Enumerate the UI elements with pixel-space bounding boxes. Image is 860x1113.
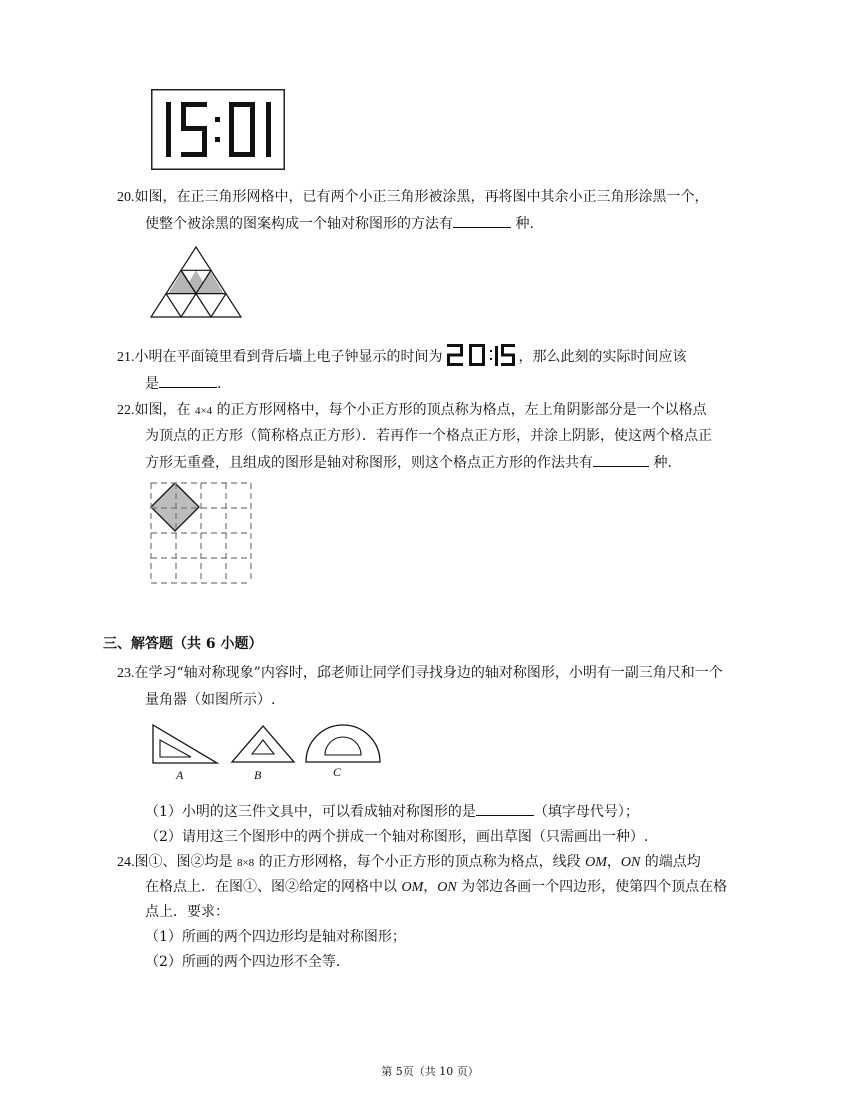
q24-text-1a: 图①、图②均是 <box>134 854 233 870</box>
q21-number: 21. <box>117 350 135 365</box>
q20-number: 20. <box>117 190 135 205</box>
q22-line-1 <box>117 400 707 421</box>
q24-line-3 <box>145 902 229 922</box>
q24-on-2: ON <box>437 880 457 895</box>
q21-text-2b: . <box>217 376 222 392</box>
q24-sub1-text: （1）所画的两个四边形均是轴对称图形； <box>145 929 406 945</box>
protractor-c-figure <box>303 722 383 766</box>
q21-text-2a: 是 <box>145 376 159 392</box>
q24-comma-2: ， <box>423 879 438 895</box>
q24-number: 24. <box>117 855 135 870</box>
q23-line-1 <box>117 663 723 684</box>
digital-clock-image <box>151 89 285 170</box>
q23-text-2: 量角器（如图所示）. <box>145 692 276 708</box>
q22-text-2: 为顶点的正方形（简称格点正方形）．若再作一个格点正方形，并涂上阴影，使这两个格点正 <box>145 428 712 444</box>
square-grid-image <box>148 480 254 586</box>
page-footer: 第 5页（共 10 页） <box>381 1065 479 1078</box>
q20-text-2a: 使整个被涂黑的图案构成一个轴对称图形的方法有 <box>145 216 453 232</box>
q21-answer-blank[interactable] <box>159 373 217 388</box>
q20-text-1: 如图，在正三角形网格中，已有两个小正三角形被涂黑，再将图中其余小正三角形涂黑一个， <box>134 189 709 205</box>
square-grid-4x4-figure <box>148 480 254 586</box>
triangle-grid-image <box>150 244 242 320</box>
q23-sub2-text: （2）请用这三个图形中的两个拼成一个轴对称图形，画出草图（只需画出一种）. <box>145 829 649 845</box>
q23-number: 23. <box>117 666 135 681</box>
q24-text-1c: 的端点均 <box>644 854 701 870</box>
q21-line-2 <box>145 373 221 394</box>
q22-line-2 <box>145 426 712 446</box>
triangle-grid-figure <box>150 244 242 320</box>
protractor-image <box>303 722 383 766</box>
q21-text-1b: ，那么此刻的实际时间应该 <box>518 349 687 365</box>
q23-line-2 <box>145 690 275 710</box>
clock-15-01-figure <box>151 89 285 170</box>
q24-line-1 <box>117 852 701 873</box>
set-square-a-figure <box>150 722 220 766</box>
q20-text-2b: 种. <box>511 216 534 232</box>
right-triangle-ruler-image <box>150 722 220 766</box>
shaded-lattice-square <box>151 483 199 531</box>
q24-om-2: OM <box>401 880 424 895</box>
q22-text-3b: 种. <box>649 455 672 471</box>
mirror-clock-20-15-icon <box>445 343 517 367</box>
q20-line-1 <box>117 187 709 208</box>
q22-grid-size: 4×4 <box>194 405 213 417</box>
label-b: B <box>254 768 262 782</box>
q22-text-1a: 如图，在 <box>134 402 191 418</box>
q24-sub-1 <box>145 927 406 947</box>
q22-text-3a: 方形无重叠，且组成的图形是轴对称图形，则这个格点正方形的作法共有 <box>145 455 593 471</box>
isosceles-triangle-ruler-image <box>229 723 297 765</box>
q23-sub1-text-b: （填字母代号）； <box>533 804 639 820</box>
q20-answer-blank[interactable] <box>453 213 511 228</box>
label-a: A <box>176 768 184 782</box>
q24-sub-2 <box>145 952 340 972</box>
q22-line-3 <box>145 452 672 473</box>
q24-comma: ， <box>606 854 621 870</box>
q21-line-1 <box>117 343 687 368</box>
q24-text-1b: 的正方形网格，每个小正方形的顶点称为格点，线段 <box>258 854 581 870</box>
q24-on-1: ON <box>620 855 641 870</box>
q23-sub1-text-a: （1）小明的这三件文具中，可以看成轴对称图形的是 <box>145 804 476 820</box>
q23-text-1: 在学习“轴对称现象”内容时，邱老师让同学们寻找身边的轴对称图形，小明有一副三角尺和一个 <box>134 665 723 681</box>
q24-grid-size: 8×8 <box>236 857 255 869</box>
q22-answer-blank[interactable] <box>593 452 649 467</box>
q24-text-2b: 为邻边各画一个四边形，使第四个顶点在格 <box>461 879 728 895</box>
q24-line-2 <box>145 877 727 898</box>
q24-text-2a: 在格点上．在图①、图②给定的网格中以 <box>145 879 397 895</box>
q23-answer-blank[interactable] <box>476 801 534 816</box>
section-3-title: 三、解答题（共 6 小题） <box>103 636 263 652</box>
q24-sub2-text: （2）所画的两个四边形不全等. <box>145 954 341 970</box>
q20-line-2 <box>145 213 534 234</box>
q23-sub-2 <box>145 827 648 847</box>
q21-clock-image <box>445 343 517 367</box>
q24-om-1: OM <box>585 855 607 870</box>
q21-text-1a: 小明在平面镜里看到背后墙上电子钟显示的时间为 <box>134 349 443 365</box>
q22-text-1b: 的正方形网格中，每个小正方形的顶点称为格点，左上角阴影部分是一个以格点 <box>216 402 707 418</box>
q22-number: 22. <box>117 403 135 418</box>
label-c: C <box>333 765 342 779</box>
q23-sub-1 <box>145 801 639 822</box>
q24-text-3: 点上．要求： <box>145 904 229 920</box>
set-square-b-figure <box>229 723 297 765</box>
